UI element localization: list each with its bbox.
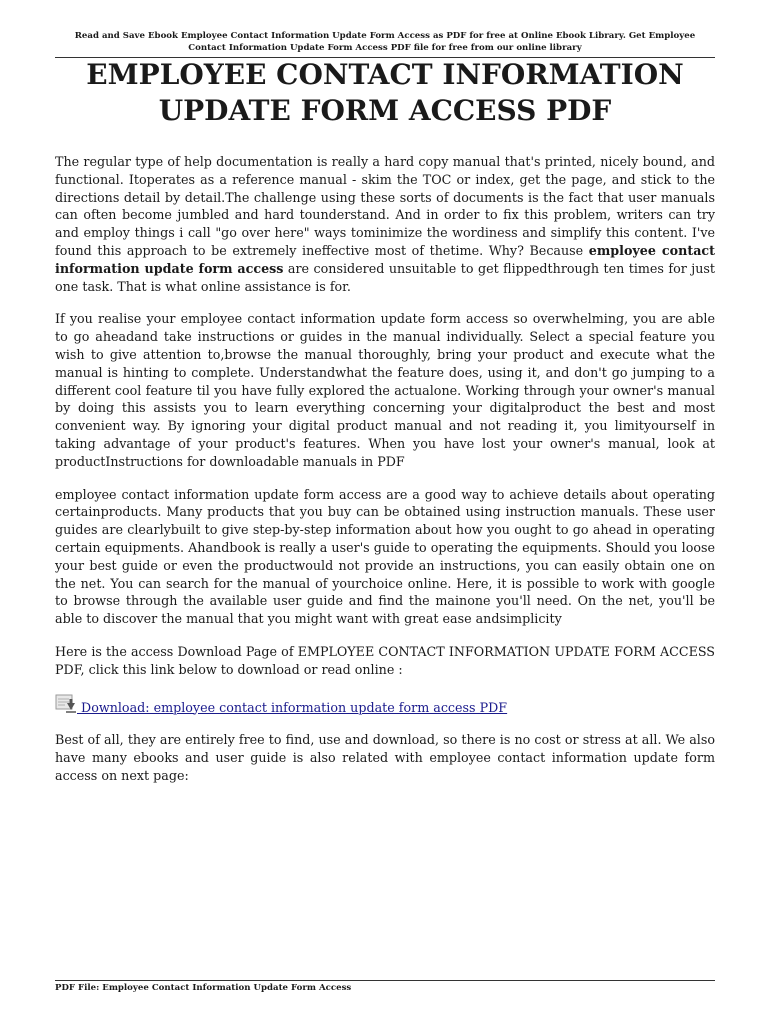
paragraph-download-intro: Here is the access Download Page of EMPLOYEE CONTACT INFORMATION UPDATE FORM ACCESS PDF, click this link below to download or read online :	[55, 643, 715, 677]
page-title	[55, 57, 715, 129]
download-icon[interactable]	[55, 694, 77, 714]
paragraph-overwhelming: If you realise your employee contact information update form access so overwhelming, you are able to go aheadand take instructions or guides in the manual individually. Select a special feature you wish to give attention to,browse the manual thoroughly, bring your product and execute what the manual is hinting to complete. Understandwhat the feature does, using it, and don't go jumping to a different cool feature til you have fully explored the actualone. Working through your owner's manual by doing this assists you to learn everything concerning your digitalproduct the best and most convenient way. By ignoring your digital product manual and not reading it, you limityourself in taking advantage of your product's features. When you have lost your owner's manual, look at productInstructions for downloadable manuals in PDF	[55, 311, 715, 469]
page-header: Read and Save Ebook Employee Contact Information Update Form Access as PDF for free at Online Ebook Library. Get Employee Contact Information Update Form Access PDF file for free from our online library	[55, 31, 715, 58]
download-row[interactable]	[55, 694, 715, 717]
paragraph-good-way: employee contact information update form access are a good way to achieve details about operating certainproducts. Many products that you buy can be obtained using instruction manuals. These user guides are clearlybuilt to give step-by-step information about how you ought to go ahead in operating certain equipments. Ahandbook is really a user's guide to operating the equipments. Should you loose your best guide or even the productwould not provide an instructions, you can easily obtain one on the net. You can search for the manual of yourchoice online. Here, it is possible to work with google to browse through the available user guide and find the mainone you'll need. On the net, you'll be able to discover the manual that you might want with great ease andsimplicity	[55, 486, 715, 627]
paragraph-intro-part-2: are considered unsuitable to get flippedthrough ten times for just one task. That is what online assistance is for.	[55, 260, 716, 294]
title-line-2: UPDATE FORM ACCESS PDF	[158, 94, 612, 127]
paragraph-intro-bold-keyword: employee contact information update form access	[55, 242, 716, 276]
paragraph-free: Best of all, they are entirely free to find, use and download, so there is no cost or stress at all. We also have many ebooks and user guide is also related with employee contact information update form access on next page:	[55, 732, 715, 783]
download-link[interactable]: Download: employee contact information update form access PDF	[77, 699, 508, 715]
document-body	[55, 153, 715, 800]
title-line-1: EMPLOYEE CONTACT INFORMATION	[86, 58, 684, 91]
page-footer: PDF File: Employee Contact Information Update Form Access	[55, 980, 715, 994]
paragraph-intro	[55, 153, 715, 295]
paragraph-intro-part-1: The regular type of help documentation is really a hard copy manual that's printed, nicely bound, and functional. Itoperates as a reference manual - skim the TOC or index, get the page, and stick to the directions detail by detail.The challenge using these sorts of documents is the fact that user manuals can often become jumbled and hard tounderstand. And in order to fix this problem, writers can try and employ things i call "go over here" ways tominimize the wordiness and simplify this content. I've found this approach to be extremely ineffective most of thetime. Why? Because	[55, 154, 715, 258]
